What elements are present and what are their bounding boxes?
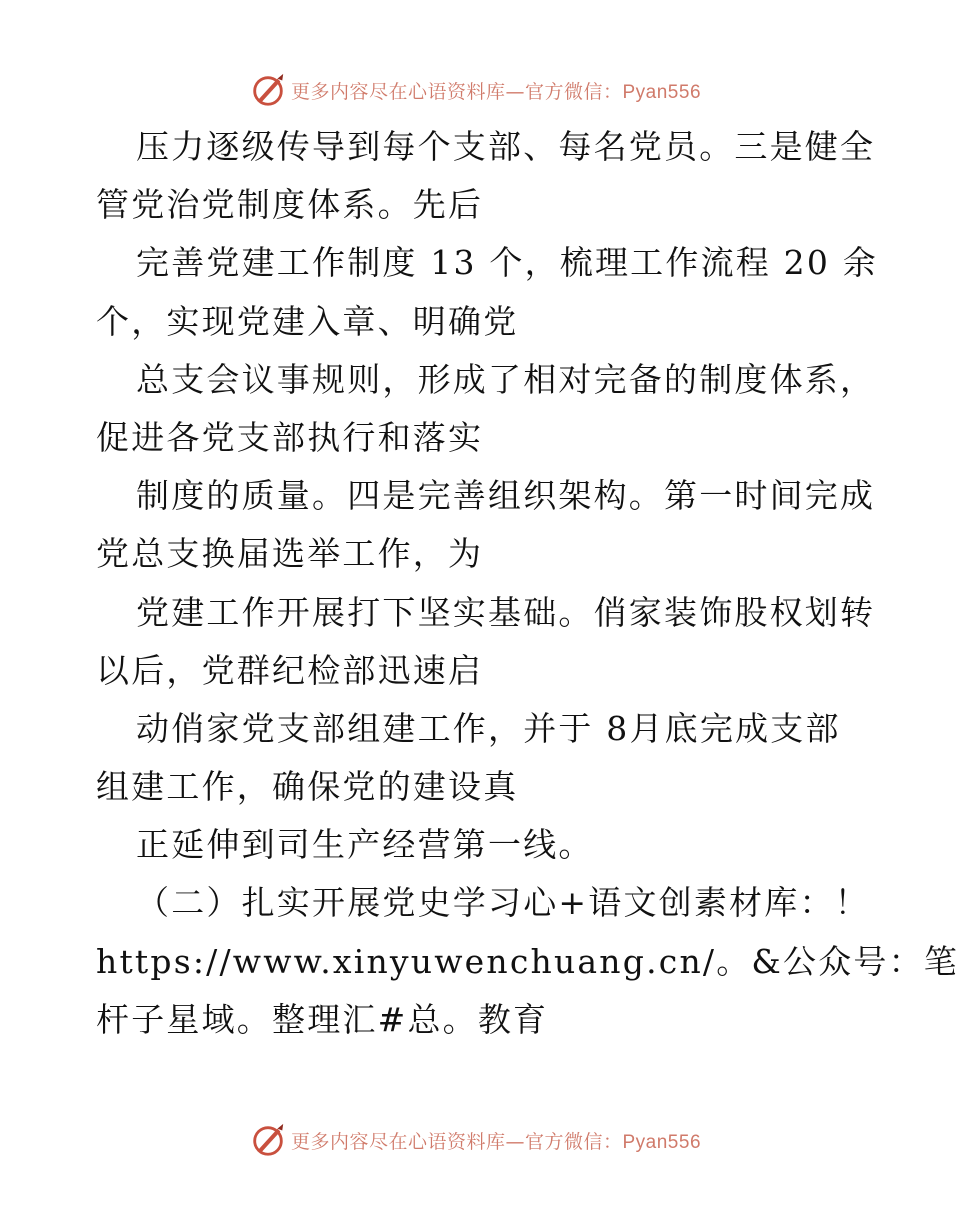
text-line: https://www.xinyuwenchuang.cn/。&公众号：笔 (96, 941, 959, 981)
header-watermark (0, 70, 950, 110)
text-line: 完善党建工作制度 13 个，梳理工作流程 20 余 (136, 243, 878, 283)
text-line: 总支会议事规则，形成了相对完备的制度体系， (136, 359, 876, 399)
watermark-text: 更多内容尽在心语资料库—官方微信：Pyan556 (290, 80, 702, 103)
text-line: 个，实现党建入章、明确党 (96, 301, 519, 341)
text-line: 动俏家党支部组建工作，并于 8月底完成支部 (136, 708, 841, 748)
quill-pen-logo-icon (249, 71, 287, 109)
text-line: 党建工作开展打下坚实基础。俏家装饰股权划转 (136, 592, 876, 632)
watermark-handle: Pyan556 (622, 1131, 702, 1153)
text-line: 管党治党制度体系。先后 (96, 185, 484, 225)
quill-pen-logo-icon (249, 1121, 287, 1159)
text-line: 正延伸到司生产经营第一线。 (136, 825, 594, 865)
text-line: 以后，党群纪检部迅速启 (96, 650, 484, 690)
text-line: 制度的质量。四是完善组织架构。第一时间完成 (136, 476, 876, 516)
watermark-handle: Pyan556 (622, 81, 702, 103)
text-line: 党总支换届选举工作，为 (96, 534, 484, 574)
text-line: （二）扎实开展党史学习心+语文创素材库：！ (136, 883, 870, 923)
text-line: 杆子星域。整理汇#总。教育 (96, 999, 549, 1039)
text-line: 组建工作，确保党的建设真 (96, 767, 519, 807)
text-line: 促进各党支部执行和落实 (96, 417, 484, 457)
watermark-text: 更多内容尽在心语资料库—官方微信：Pyan556 (290, 1130, 702, 1153)
document-body (96, 118, 959, 1049)
footer-watermark (0, 1120, 950, 1160)
text-line: 压力逐级传导到每个支部、每名党员。三是健全 (136, 127, 876, 166)
